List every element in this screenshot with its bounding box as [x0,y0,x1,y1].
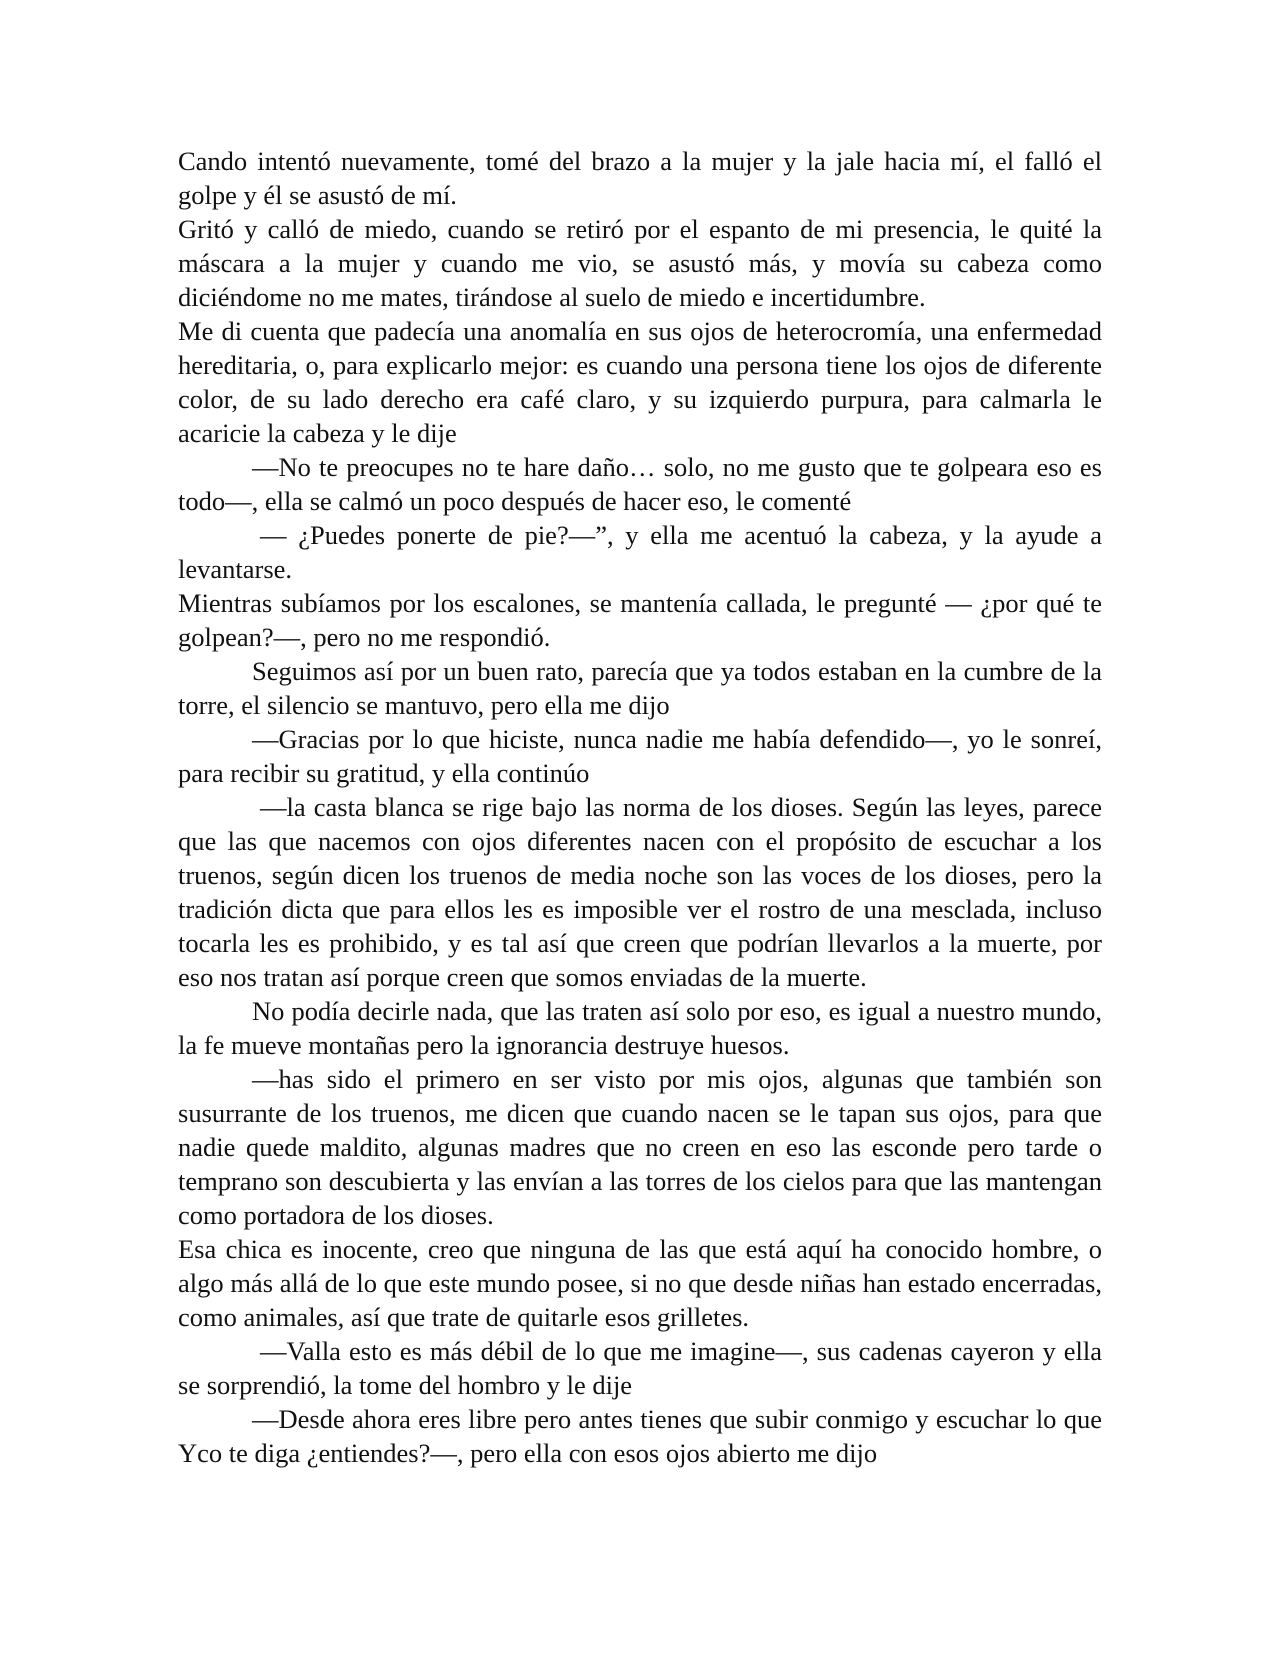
paragraph: Cando intentó nuevamente, tomé del brazo a la mujer y la jale hacia mí, el falló el golpe y él se asustó de mí. [178,146,1102,210]
paragraph: —Desde ahora eres libre pero antes tienes que subir conmigo y escuchar lo que Yco te diga ¿entiendes?—, pero ella con esos ojos abierto me dijo [178,1404,1102,1468]
document-body [178,144,1102,1470]
paragraph: Seguimos así por un buen rato, parecía que ya todos estaban en la cumbre de la torre, el silencio se mantuvo, pero ella me dijo [178,656,1102,720]
paragraph: Mientras subíamos por los escalones, se mantenía callada, le pregunté — ¿por qué te golpean?—, pero no me respondió. [178,588,1102,652]
paragraph: —Valla esto es más débil de lo que me imagine—, sus cadenas cayeron y ella se sorprendió, la tome del hombro y le dije [178,1336,1102,1400]
paragraph: — ¿Puedes ponerte de pie?—”, y ella me acentuó la cabeza, y la ayude a levantarse. [178,520,1102,584]
paragraph: —la casta blanca se rige bajo las norma de los dioses. Según las leyes, parece que las que nacemos con ojos diferentes nacen con el propósito de escuchar a los truenos, según dicen los truenos de media noche son las voces de los dioses, pero la tradición dicta que para ellos les es imposible ver el rostro de una mesclada, incluso tocarla les es prohibido, y es tal así que creen que podrían llevarlos a la muerte, por eso nos tratan así porque creen que somos enviadas de la muerte. [178,792,1102,992]
paragraph: Me di cuenta que padecía una anomalía en sus ojos de heterocromía, una enfermedad hereditaria, o, para explicarlo mejor: es cuando una persona tiene los ojos de diferente color, de su lado derecho era café claro, y su izquierdo purpura, para calmarla le acaricie la cabeza y le dije [178,316,1102,448]
paragraph: —No te preocupes no te hare daño… solo, no me gusto que te golpeara eso es todo—, ella se calmó un poco después de hacer eso, le comenté [178,452,1102,516]
paragraph: —has sido el primero en ser visto por mis ojos, algunas que también son susurrante de los truenos, me dicen que cuando nacen se le tapan sus ojos, para que nadie quede maldito, algunas madres que no creen en eso las esconde pero tarde o temprano son descubierta y las envían a las torres de los cielos para que las mantengan como portadora de los dioses. [178,1064,1102,1230]
paragraph: No podía decirle nada, que las traten así solo por eso, es igual a nuestro mundo, la fe mueve montañas pero la ignorancia destruye huesos. [178,996,1102,1060]
paragraph: —Gracias por lo que hiciste, nunca nadie me había defendido—, yo le sonreí, para recibir su gratitud, y ella continúo [178,724,1102,788]
paragraph: Esa chica es inocente, creo que ninguna de las que está aquí ha conocido hombre, o algo más allá de lo que este mundo posee, si no que desde niñas han estado encerradas, como animales, así que trate de quitarle esos grilletes. [178,1234,1102,1332]
paragraph: Gritó y calló de miedo, cuando se retiró por el espanto de mi presencia, le quité la máscara a la mujer y cuando me vio, se asustó más, y movía su cabeza como diciéndome no me mates, tirándose al suelo de miedo e incertidumbre. [178,214,1102,312]
